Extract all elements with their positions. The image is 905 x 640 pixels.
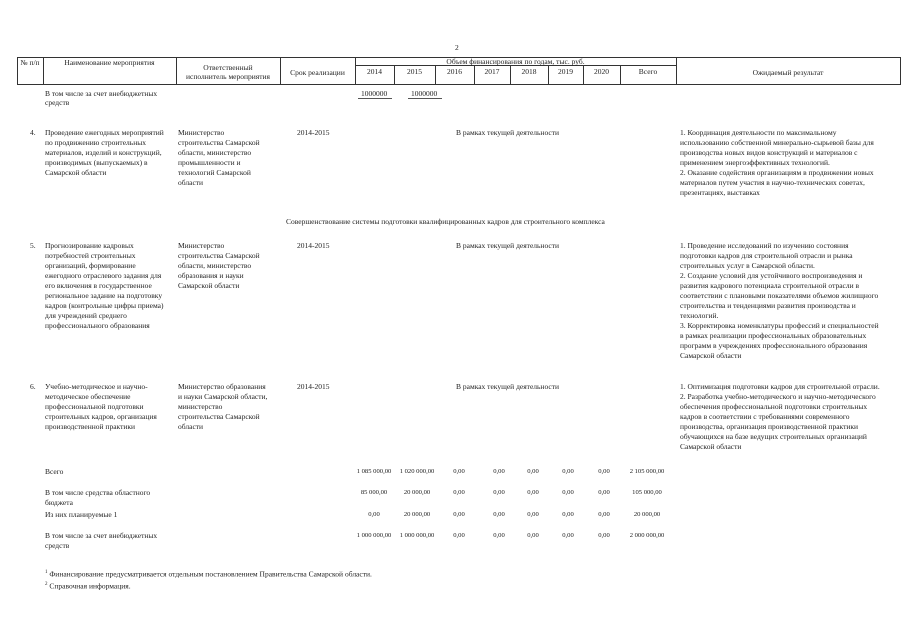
- row-term: 2014-2015: [297, 241, 330, 250]
- row-resp-line: области: [178, 422, 204, 431]
- row-name-line: профессиональной подготовки: [45, 402, 144, 411]
- header-year-2020: 2020: [594, 67, 609, 76]
- row-result-line: 1. Оптимизация подготовки кадров для строительной отрасли.: [680, 382, 880, 391]
- totals-value: 0,00: [562, 489, 574, 496]
- row-name-line: потребностей строительных: [45, 251, 136, 260]
- totals-label: средств: [45, 541, 70, 550]
- row-result-line: 3. Корректировка номенклатуры профессий и специальностей: [680, 321, 879, 330]
- totals-label: бюджета: [45, 498, 73, 507]
- row-number: 4.: [30, 128, 36, 137]
- row-result-line: подготовки кадров для строительной отрасли и рынка: [680, 251, 853, 260]
- row-result-line: Самарской области: [680, 442, 742, 451]
- row-resp-line: образования и науки: [178, 271, 244, 280]
- row-resp-line: министерство: [178, 402, 223, 411]
- totals-value: 0,00: [527, 511, 539, 518]
- row-result-line: 2. Создание условий для устойчивого воспроизведения и: [680, 271, 863, 280]
- totals-label: Из них планируемые 1: [45, 510, 118, 519]
- section-title: Совершенствование системы подготовки квалифицированных кадров для строительного комплекса: [286, 217, 605, 226]
- row-result-line: обеспечения профессиональной подготовки строительных: [680, 402, 868, 411]
- totals-value: 0,00: [368, 511, 380, 518]
- row-result-line: 2. Оказание содействия организациям в продвижении новых: [680, 168, 874, 177]
- row-result-line: 1. Проведение исследований по изучению состояния: [680, 241, 849, 250]
- totals-value: 0,00: [493, 511, 505, 518]
- row-result-line: использованию собственной минерально-сырьевой базы для: [680, 138, 874, 147]
- row-result-line: соответствии с плановыми показателями объемов жилищного: [680, 291, 879, 300]
- totals-value: 0,00: [527, 532, 539, 539]
- top-row-2014: 1000000: [361, 89, 388, 98]
- row-name-line: строительных кадров, организация: [45, 412, 157, 421]
- totals-value: 0,00: [562, 511, 574, 518]
- totals-label: В том числе за счет внебюджетных: [45, 531, 158, 540]
- row-name-line: Проведение ежегодных мероприятий: [45, 128, 164, 137]
- row-result-line: технологий.: [680, 311, 719, 320]
- totals-value: 1 000 000,00: [356, 532, 392, 539]
- totals-value: 20 000,00: [633, 511, 661, 518]
- row-result-line: производства, организация производственной практики: [680, 422, 859, 431]
- totals-value: 85 000,00: [360, 489, 388, 496]
- row-name-line: производственной практики: [45, 422, 136, 431]
- header-financing: Объем финансирования по годам, тыс. руб.: [446, 57, 585, 66]
- totals-value: 0,00: [527, 468, 539, 475]
- row-resp-line: промышленности и: [178, 158, 241, 167]
- row-resp-line: строительства Самарской: [178, 251, 260, 260]
- row-result-line: строительства и тенденциями развития производства и: [680, 301, 856, 310]
- footnote-mark: 1: [45, 570, 48, 575]
- totals-value: 0,00: [493, 489, 505, 496]
- totals-value: 1 085 000,00: [356, 468, 392, 475]
- row-number: 5.: [30, 241, 36, 250]
- header-year-2015: 2015: [407, 67, 422, 76]
- header-total: Всего: [638, 67, 658, 76]
- row-term: 2014-2015: [297, 382, 330, 391]
- row-financing: В рамках текущей деятельности: [456, 241, 560, 250]
- totals-value: 0,00: [598, 489, 610, 496]
- totals-value: 0,00: [493, 468, 505, 475]
- page-number: 2: [455, 43, 459, 52]
- row-resp-line: области, министерство: [178, 261, 252, 270]
- row-result-line: производства новых видов конструкций и материалов с: [680, 148, 858, 157]
- row-result-line: 2. Разработка учебно-методического и научно-методического: [680, 392, 876, 401]
- footnote-1: [45, 568, 372, 579]
- row-resp-line: технологий Самарской: [178, 168, 251, 177]
- totals-value: 20 000,00: [403, 489, 431, 496]
- row-result-line: 1. Координация деятельности по максимальному: [680, 128, 837, 137]
- row-name-line: профессионального образования: [45, 321, 150, 330]
- header-name: Наименование мероприятия: [64, 58, 155, 67]
- header-year-2018: 2018: [521, 67, 537, 76]
- totals-value: 0,00: [598, 511, 610, 518]
- row-resp-line: Самарской области: [178, 281, 240, 290]
- row-name-line: методическое обеспечение: [45, 392, 131, 401]
- row-resp-line: и науки Самарской области,: [178, 392, 268, 401]
- header-resp-2: исполнитель мероприятия: [186, 72, 270, 81]
- top-row-2015: 1000000: [411, 89, 438, 98]
- row-name-line: кадров (контрольные цифры приема): [45, 301, 164, 310]
- row-name-line: Самарской области: [45, 168, 107, 177]
- header-year-2017: 2017: [484, 67, 500, 76]
- totals-value: 0,00: [453, 532, 465, 539]
- row-name-line: ежегодного отраслевого задания для: [45, 271, 162, 280]
- row-name-line: производимых (выпускаемых) в: [45, 158, 148, 167]
- totals-value: 2 000 000,00: [629, 532, 665, 539]
- row-resp-line: Министерство: [178, 241, 225, 250]
- header-year-2019: 2019: [558, 67, 573, 76]
- totals-value: 0,00: [453, 511, 465, 518]
- totals-value: 0,00: [493, 532, 505, 539]
- row-resp-line: области: [178, 178, 204, 187]
- row-result-line: в рамках реализации профессиональных образовательных: [680, 331, 867, 340]
- row-name-line: Учебно-методическое и научно-: [45, 382, 148, 391]
- row-result-line: презентациях, выставках: [680, 188, 760, 197]
- header-year-2016: 2016: [447, 67, 462, 76]
- row-result-line: обучающихся на базе ведущих строительных организаций: [680, 432, 867, 441]
- row-term: 2014-2015: [297, 128, 330, 137]
- footnote-2: [45, 580, 131, 591]
- top-row-label-2: средств: [45, 98, 70, 107]
- row-result-line: материалов путем участия в научно-технических советах,: [680, 178, 865, 187]
- totals-value: 2 105 000,00: [629, 468, 665, 475]
- totals-value: 0,00: [453, 489, 465, 496]
- row-resp-line: строительства Самарской: [178, 138, 260, 147]
- totals-value: 1 020 000,00: [399, 468, 435, 475]
- footnote-text: Финансирование предусматривается отдельным постановлением Правительства Самарской области.: [47, 569, 372, 579]
- row-resp-line: Министерство: [178, 128, 225, 137]
- totals-value: 0,00: [453, 468, 465, 475]
- totals-label: Всего: [45, 467, 64, 476]
- row-financing: В рамках текущей деятельности: [456, 128, 560, 137]
- header-term: Срок реализации: [290, 68, 345, 77]
- row-result-line: кадров в соответствии с требованиями современного: [680, 412, 850, 421]
- row-resp-line: строительства Самарской: [178, 412, 260, 421]
- totals-value: 0,00: [562, 468, 574, 475]
- row-result-line: программ в учреждениях профессионального образования: [680, 341, 868, 350]
- row-name-line: Прогнозирование кадровых: [45, 241, 134, 250]
- totals-value: 105 000,00: [632, 489, 662, 496]
- totals-value: 1 000 000,00: [399, 532, 435, 539]
- totals-value: 0,00: [527, 489, 539, 496]
- footnote-mark: 2: [45, 582, 48, 587]
- footnote-text: Справочная информация.: [47, 581, 131, 591]
- totals-value: 0,00: [598, 532, 610, 539]
- row-number: 6.: [30, 382, 36, 391]
- row-name-line: для учреждений среднего: [45, 311, 127, 320]
- totals-value: 20 000,00: [403, 511, 431, 518]
- row-name-line: организаций, формирование: [45, 261, 136, 270]
- row-result-line: развития кадрового потенциала строительной отрасли в: [680, 281, 860, 290]
- row-result-line: строительных услуг в Самарской области.: [680, 261, 815, 270]
- row-name-line: материалов, изделий и конструкций,: [45, 148, 162, 157]
- row-name-line: региональное задание на подготовку: [45, 291, 163, 300]
- header-result: Ожидаемый результат: [752, 68, 824, 77]
- row-financing: В рамках текущей деятельности: [456, 382, 560, 391]
- totals-value: 0,00: [562, 532, 574, 539]
- row-result-line: применением энергоэффективных технологий.: [680, 158, 830, 167]
- header-resp-1: Ответственный: [203, 63, 253, 72]
- row-resp-line: Министерство образования: [178, 382, 266, 391]
- header-year-2014: 2014: [367, 67, 382, 76]
- top-row-label-1: В том числе за счет внебюджетных: [45, 89, 158, 98]
- row-result-line: Самарской области: [680, 351, 742, 360]
- row-name-line: по продвижению строительных: [45, 138, 147, 147]
- header-num: № п/п: [20, 58, 40, 67]
- totals-value: 0,00: [598, 468, 610, 475]
- totals-label: В том числе средства областного: [45, 488, 151, 497]
- row-resp-line: области, министерство: [178, 148, 252, 157]
- row-name-line: его включения в государственное: [45, 281, 152, 290]
